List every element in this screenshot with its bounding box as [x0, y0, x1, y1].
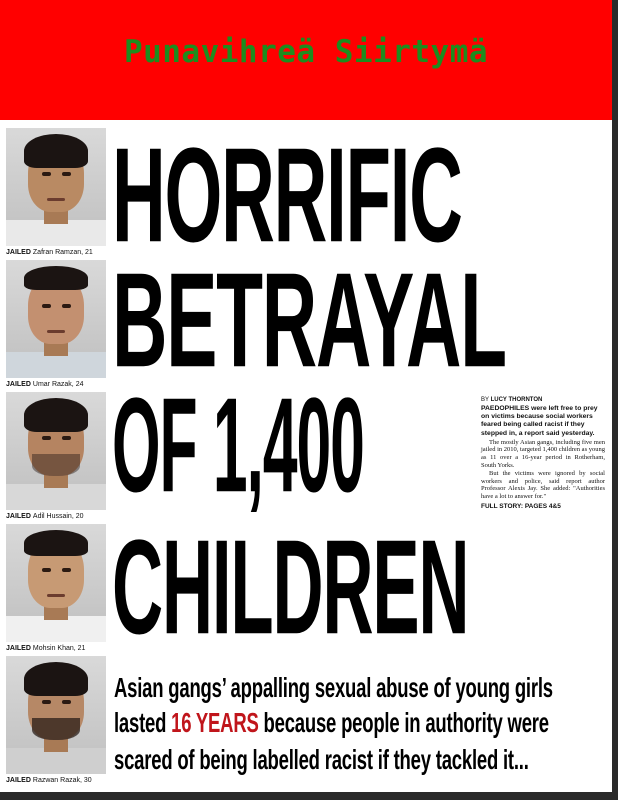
mugshot-hair	[24, 134, 88, 168]
mugshot-eye	[62, 700, 71, 704]
mugshot-eye	[62, 568, 71, 572]
mugshot-eye	[42, 568, 51, 572]
mugshot-eye	[62, 436, 71, 440]
mugshot-eye	[62, 304, 71, 308]
banner-title: Punavihreä Siirtymä	[123, 34, 489, 70]
page-shadow-right	[612, 0, 618, 800]
mugshot-hair	[24, 398, 88, 432]
caption-name: Adil Hussain, 20	[32, 513, 84, 520]
mugshot-caption-1	[6, 249, 93, 256]
subheadline-text: lasted	[114, 707, 172, 738]
mugshot-1	[6, 128, 106, 246]
caption-status: JAILED	[6, 249, 31, 256]
mugshot-hair	[24, 530, 88, 556]
mugshot-5	[6, 656, 106, 774]
mugshot-mouth	[47, 198, 65, 201]
mugshot-beard	[32, 718, 80, 740]
mugshot-4	[6, 524, 106, 642]
mugshot-caption-2	[6, 381, 83, 388]
subheadline-accent: 16 YEARS	[171, 707, 259, 738]
caption-status: JAILED	[6, 513, 31, 520]
caption-name: Razwan Razak, 30	[32, 777, 92, 784]
headline-line-4: CHILDREN	[112, 512, 469, 663]
full-story-pointer: FULL STORY: PAGES 4&5	[481, 502, 561, 510]
page-shadow-bottom	[0, 792, 618, 800]
caption-status: JAILED	[6, 381, 31, 388]
byline	[481, 397, 605, 403]
story-lead: PAEDOPHILES were left free to prey on victims because social workers feared being called racist if they stepped in, a report said yesterday.	[481, 405, 598, 437]
mugshot-2	[6, 260, 106, 378]
mugshot-mouth	[47, 594, 65, 597]
story-paragraph-2: But the victims were ignored by social workers and police, said report author Professor Alexis Jay. She added: "Authorities have a lot to answer for."	[481, 470, 605, 500]
mugshot-caption-4	[6, 645, 85, 652]
mugshot-hair	[24, 662, 88, 696]
byline-prefix: BY	[481, 397, 489, 403]
subheadline-text: because people in authority were	[258, 707, 549, 738]
subheadline-line-2	[114, 707, 549, 739]
mugshot-hair	[24, 266, 88, 290]
top-banner	[0, 0, 612, 120]
caption-name: Mohsin Khan, 21	[32, 645, 86, 652]
mugshot-caption-5	[6, 777, 92, 784]
subheadline-line-3: scared of being labelled racist if they tackled it...	[114, 744, 529, 775]
caption-status: JAILED	[6, 645, 31, 652]
mugshot-mouth	[47, 330, 65, 333]
mugshot-eye	[42, 172, 51, 176]
mugshot-eye	[42, 304, 51, 308]
headline-line-2: BETRAYAL	[112, 245, 506, 396]
mugshot-eye	[62, 172, 71, 176]
headline-line-3: OF 1,400	[112, 370, 364, 521]
subheadline-line-1: Asian gangs’ appalling sexual abuse of young girls	[114, 672, 553, 703]
caption-name: Umar Razak, 24	[32, 381, 84, 388]
headline-line-1: HORRIFIC	[112, 120, 462, 271]
caption-name: Zafran Ramzan, 21	[32, 249, 93, 256]
mugshot-eye	[42, 700, 51, 704]
story-paragraph-1: The mostly Asian gangs, including five men jailed in 2010, targeted 1,400 children as young as 11 over a 16-year period in Rotherham, South Yorks.	[481, 438, 605, 469]
mugshot-beard	[32, 454, 80, 476]
caption-status: JAILED	[6, 777, 31, 784]
mugshot-eye	[42, 436, 51, 440]
byline-name: LUCY THORNTON	[490, 397, 543, 403]
story-column	[481, 397, 605, 510]
mugshot-3	[6, 392, 106, 510]
mugshot-caption-3	[6, 513, 84, 520]
